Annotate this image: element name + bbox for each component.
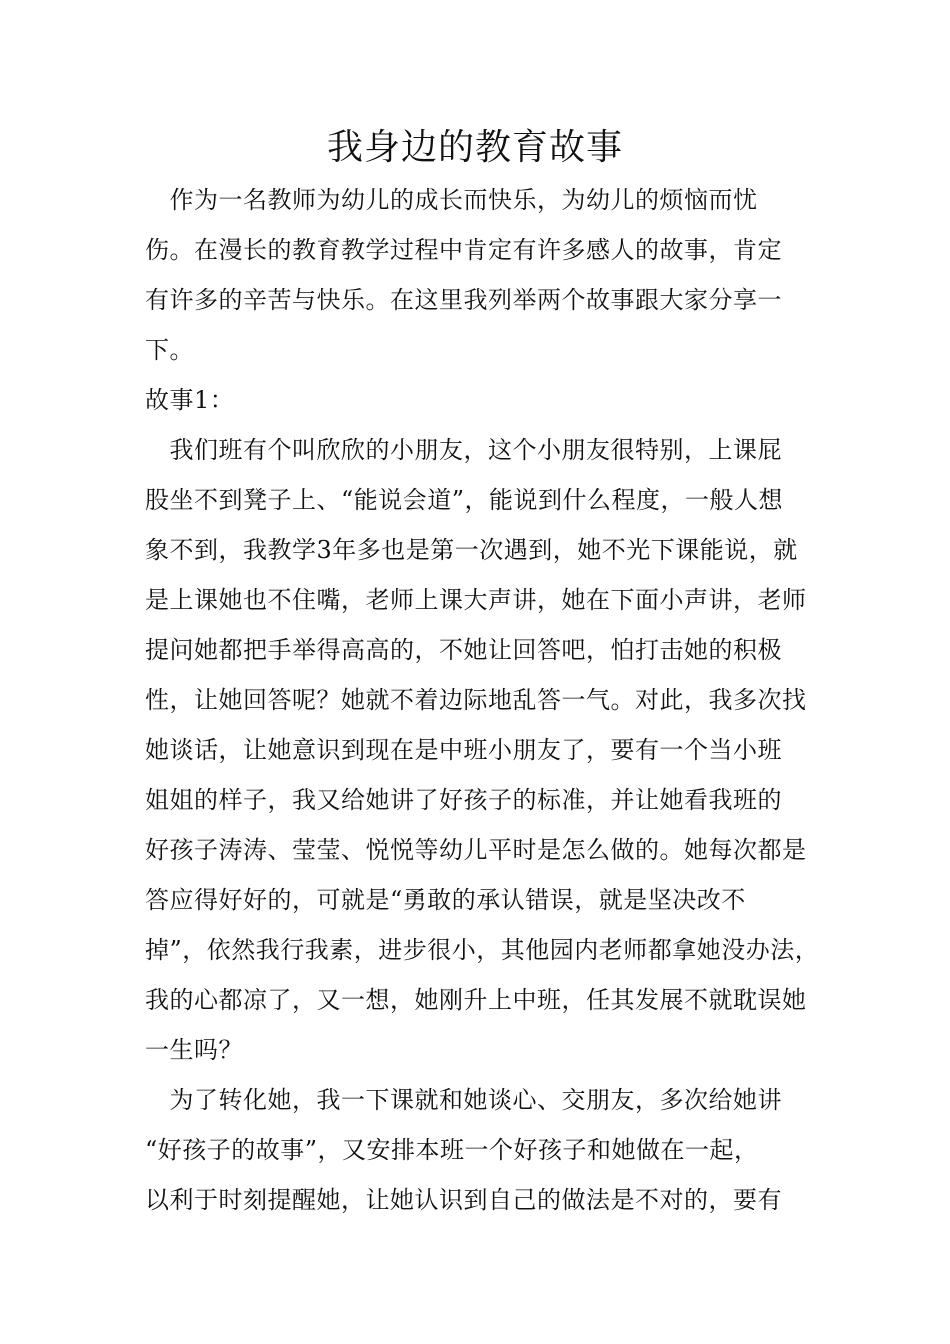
paragraph-line: 提问她都把手举得高高的，不她让回答吧，怕打击她的积极 — [145, 636, 782, 664]
paragraph-line: 答应得好好的，可就是“勇敢的承认错误，就是坚决改不 — [145, 886, 746, 914]
paragraph-line: 股坐不到凳子上、“能说会道”，能说到什么程度，一般人想 — [145, 486, 784, 514]
paragraph-line: 以利于时刻提醒她，让她认识到自己的做法是不对的，要有 — [145, 1186, 782, 1214]
paragraph-line: 我的心都凉了，又一想，她刚升上中班，任其发展不就耽误她 — [145, 986, 807, 1014]
paragraph-line: 性，让她回答呢？她就不着边际地乱答一气。对此，我多次找 — [145, 686, 807, 714]
paragraph-line: 作为一名教师为幼儿的成长而快乐，为幼儿的烦恼而忧 — [145, 186, 758, 214]
paragraph-line: 她谈话，让她意识到现在是中班小朋友了，要有一个当小班 — [145, 736, 782, 764]
paragraph-line: 一生吗？ — [145, 1036, 243, 1064]
paragraph-line: 象不到，我教学3年多也是第一次遇到，她不光下课能说，就 — [145, 536, 798, 564]
paragraph-line: 姐姐的样子，我又给她讲了好孩子的标准，并让她看我班的 — [145, 786, 782, 814]
document-title: 我身边的教育故事 — [326, 127, 623, 168]
paragraph-line: 下。 — [145, 336, 194, 364]
paragraph-line: 是上课她也不住嘴，老师上课大声讲，她在下面小声讲，老师 — [145, 586, 807, 614]
paragraph-line: 为了转化她，我一下课就和她谈心、交朋友，多次给她讲 — [145, 1086, 782, 1114]
paragraph-line: 我们班有个叫欣欣的小朋友，这个小朋友很特别，上课屁 — [145, 436, 782, 464]
paragraph-line: “好孩子的故事”，又安排本班一个好孩子和她做在一起， — [145, 1136, 759, 1164]
paragraph-line: 掉”，依然我行我素，进步很小，其他园内老师都拿她没办法， — [145, 936, 820, 964]
section-heading: 故事1： — [145, 386, 235, 414]
paragraph-line: 好孩子涛涛、莹莹、悦悦等幼儿平时是怎么做的。她每次都是 — [145, 836, 807, 864]
paragraph-line: 伤。在漫长的教育教学过程中肯定有许多感人的故事，肯定 — [145, 236, 782, 264]
paragraph-line: 有许多的辛苦与快乐。在这里我列举两个故事跟大家分享一 — [145, 286, 782, 314]
